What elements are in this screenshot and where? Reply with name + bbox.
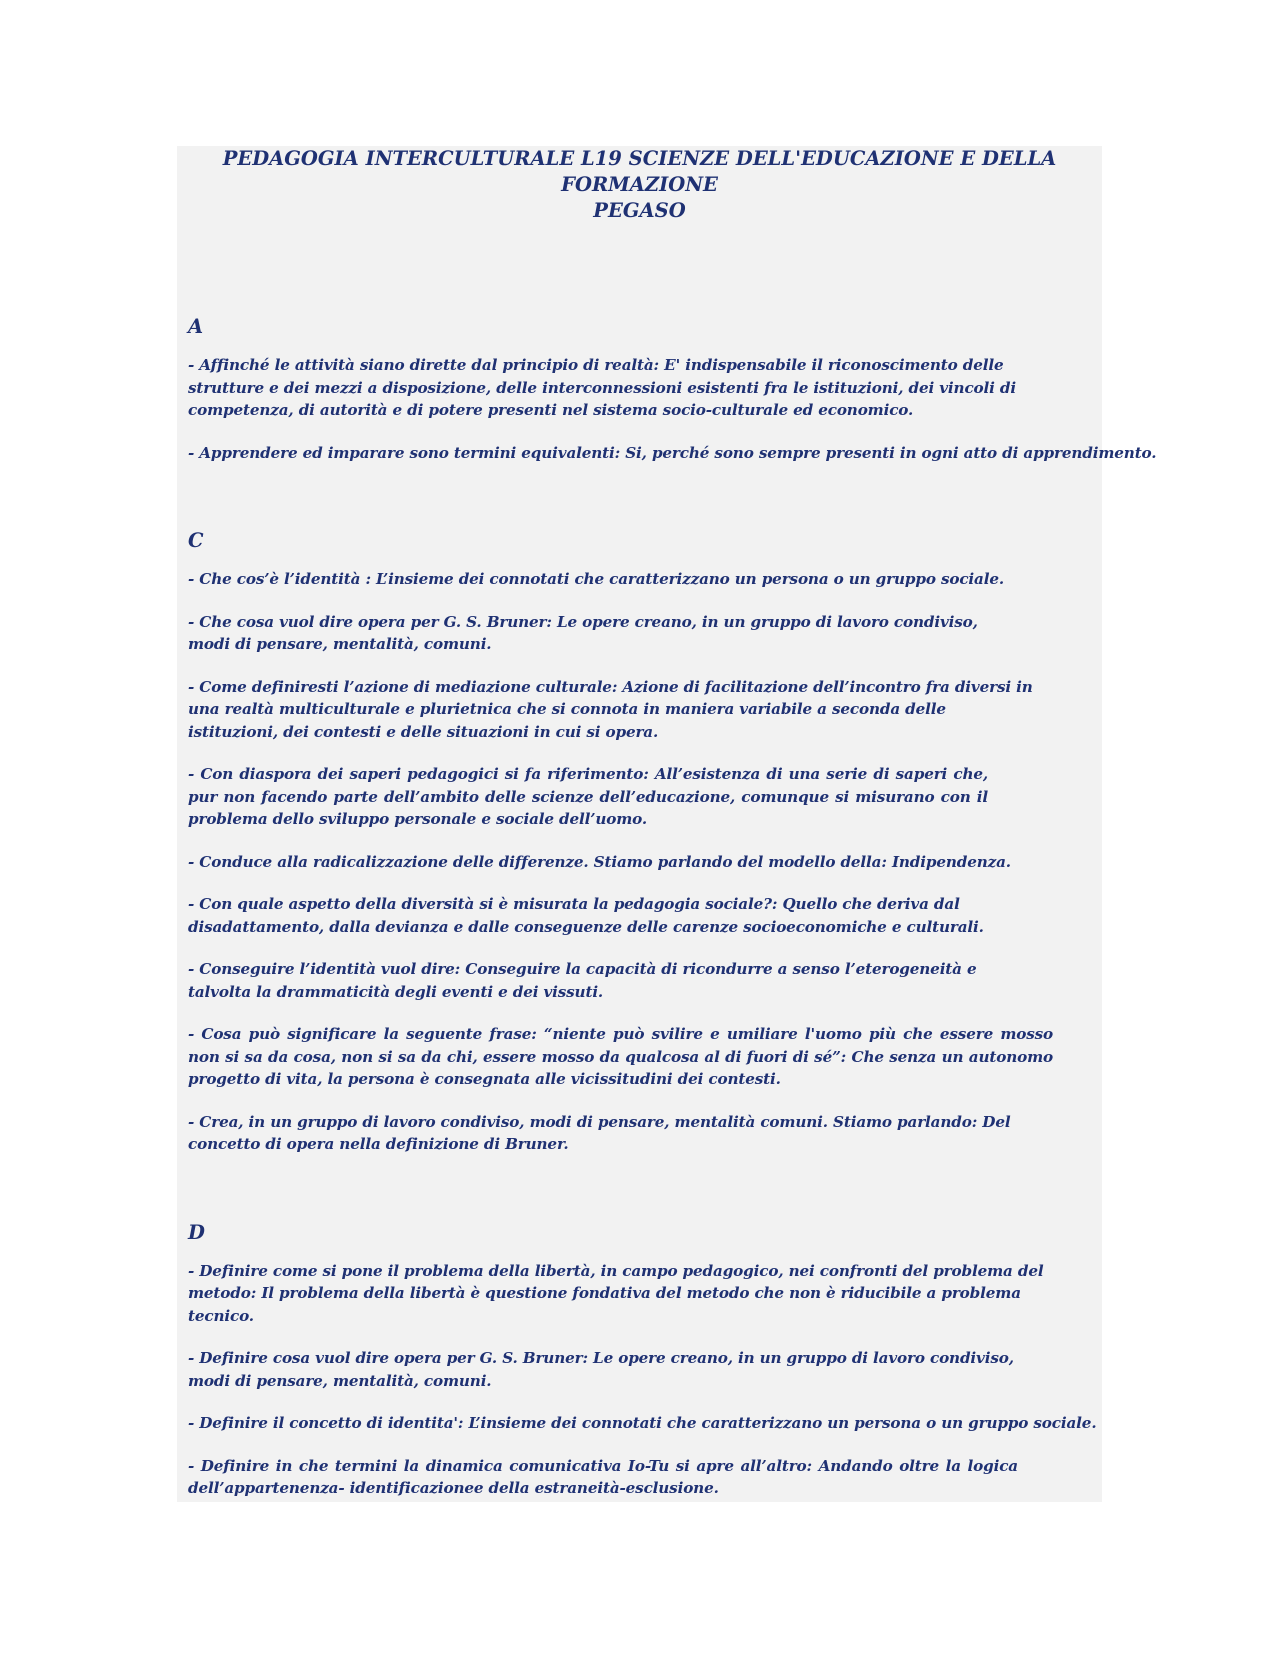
entry-c-6: - Con quale aspetto della diversità si è misurata la pedagogia sociale?: Quello che deriva dal disadattamento, dalla devianza e dalle conseguenze delle carenze socioeconomiche e culturali.	[188, 895, 984, 936]
section-spacer	[177, 1176, 1102, 1220]
entry-c-9: - Crea, in un gruppo di lavoro condiviso, modi di pensare, mentalità comuni. Stiamo parlando: Del concetto di opera nella definizione di Bruner.	[188, 1112, 1011, 1153]
entry-a-2: - Apprendere ed imparare sono termini equivalenti: Si, perché sono sempre presenti in ogni atto di apprendimento.	[188, 443, 1157, 462]
entry-a-1: - Affinché le attività siano dirette dal principio di realtà: E' indispensabile il riconoscimento delle strutture e dei mezzi a disposizione, delle interconnessioni esistenti fra le istituzioni, dei vincoli di competenza, di autorità e di potere presenti nel sistema socio-culturale ed economico.	[188, 356, 1016, 419]
section-letter-d: D	[188, 1220, 205, 1244]
entry-d-4: - Definire in che termini la dinamica comunicativa Io-Tu si apre all’altro: Andando oltre la logica dell’appartenenza- identificazionee della estraneità-esclusione.	[188, 1456, 1018, 1497]
entry-d-3: - Definire il concetto di identita': L’insieme dei connotati che caratterizzano un persona o un gruppo sociale.	[188, 1414, 1097, 1432]
section-letter-c: C	[188, 529, 204, 552]
entry-c-2: - Che cosa vuol dire opera per G. S. Bruner: Le opere creano, in un gruppo di lavoro condiviso, modi di pensare, mentalità, comuni.	[188, 612, 978, 653]
document-title	[177, 146, 1102, 314]
entry-c-1: - Che cos’è l’identità : L’insieme dei connotati che caratterizzano un persona o un gruppo sociale.	[188, 570, 1005, 588]
entry-c-4: - Con diaspora dei saperi pedagogici si fa riferimento: All’esistenza di una serie di saperi che, pur non facendo parte dell’ambito delle scienze dell’educazione, comunque si misurano con il problema dello sviluppo personale e sociale dell’uomo.	[188, 765, 988, 828]
entry-d-2: - Definire cosa vuol dire opera per G. S. Bruner: Le opere creano, in un gruppo di lavoro condiviso, modi di pensare, mentalità, comuni.	[188, 1349, 1014, 1390]
document-page	[177, 146, 1157, 1502]
entry-c-7: - Conseguire l’identità vuol dire: Conseguire la capacità di ricondurre a senso l’eterogeneità e talvolta la drammaticità degli eventi e dei vissuti.	[188, 960, 977, 1001]
title-line-2: PEGASO	[593, 199, 686, 222]
entry-c-3: - Come definiresti l’azione di mediazione culturale: Azione di facilitazione dell’incontro fra diversi in una realtà multiculturale e plurietnica che si connota in maniera variabile a seconda delle istituzioni, dei contesti e delle situazioni in cui si opera.	[188, 677, 1033, 741]
title-line-1: PEDAGOGIA INTERCULTURALE L19 SCIENZE DELL'EDUCAZIONE E DELLA FORMAZIONE	[222, 147, 1057, 196]
entry-c-5: - Conduce alla radicalizzazione delle differenze. Stiamo parlando del modello della: Indipendenza.	[188, 852, 1011, 871]
section-spacer	[177, 484, 1102, 528]
section-letter-a: A	[188, 315, 204, 338]
entry-d-1: - Definire come si pone il problema della libertà, in campo pedagogico, nei confronti del problema del metodo: Il problema della libertà è questione fondativa del metodo che non è riducibile a problema tecnico.	[188, 1261, 1044, 1325]
page-end	[177, 1500, 1102, 1502]
entry-c-8: - Cosa può significare la seguente frase: “niente può svilire e umiliare l'uomo più che essere mosso non si sa da cosa, non si sa da chi, essere mosso da qualcosa al di fuori di sé”: Che senza un autonomo progetto di vita, la persona è consegnata alle vicissitudini dei contesti.	[188, 1025, 1053, 1088]
